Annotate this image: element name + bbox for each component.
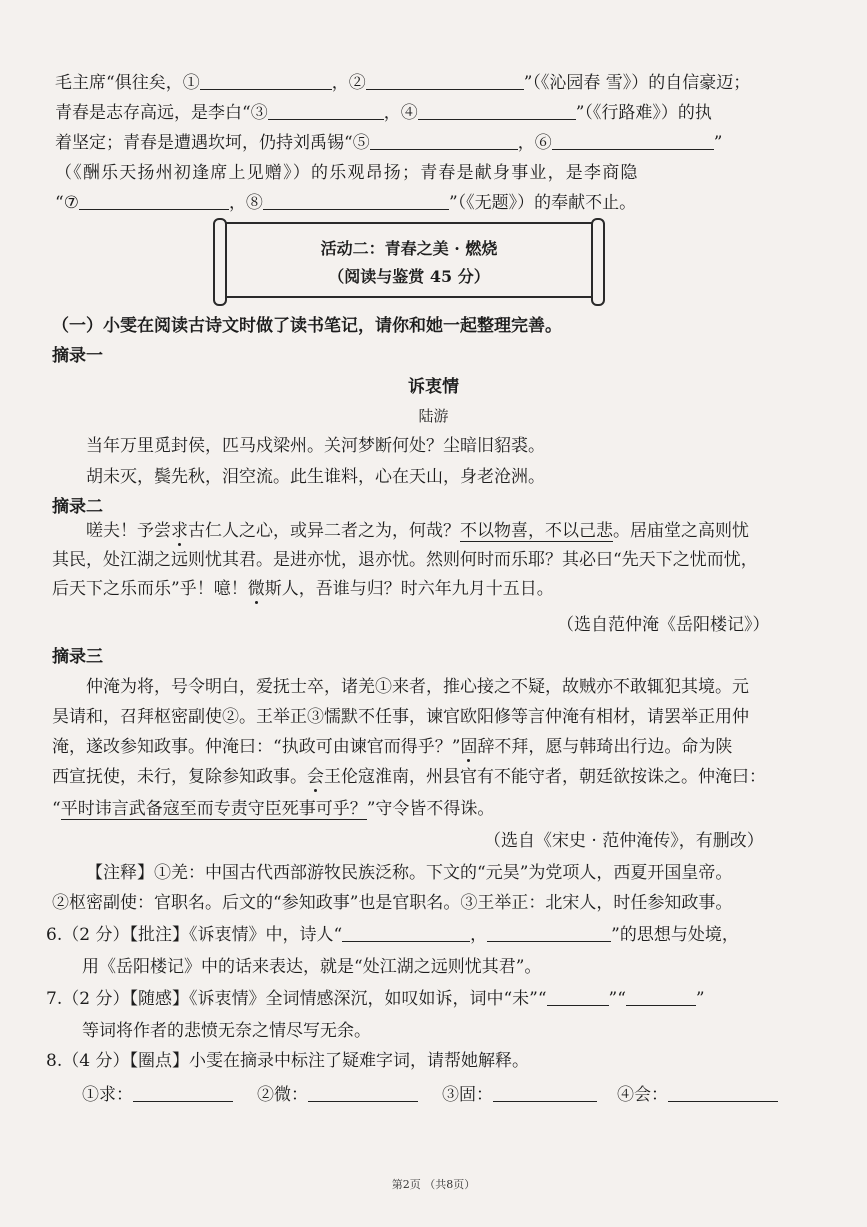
question-text: ” xyxy=(695,989,705,1009)
prose3-line-2: 昊请和，召拜枢密副使②。王举正③懦默不任事，谏官欧阳修等言仲淹有相材，请罢举正用仲 xyxy=(52,707,749,727)
question-8-answers xyxy=(82,1084,778,1106)
fill-line-1 xyxy=(55,72,750,94)
answer-blank-2[interactable] xyxy=(366,73,524,90)
q6-blank-2[interactable] xyxy=(487,925,611,942)
question-7 xyxy=(46,988,705,1010)
question-7-line-2: 等词将作者的悲愤无奈之情尽写无余。 xyxy=(82,1021,371,1041)
fill-text: ，⑧ xyxy=(228,193,263,213)
prose-text: 淹，遂改参知政事。仲淹曰：“执政可由谏官而得乎？” xyxy=(52,737,461,757)
answer-blank-7[interactable] xyxy=(79,193,229,210)
fill-line-2 xyxy=(55,102,712,124)
fill-text: ”（《沁园春 雪》）的自信豪迈； xyxy=(523,73,751,93)
fill-text: 毛主席“俱往矣，① xyxy=(55,73,200,93)
question-6 xyxy=(46,924,739,946)
answer-blank-3[interactable] xyxy=(268,103,384,120)
poem-title: 诉衷情 xyxy=(408,377,459,397)
prose-text: 。居庙堂之高则忧 xyxy=(613,521,749,541)
marked-word-wei: 微 xyxy=(247,579,265,599)
q8-blank-2[interactable] xyxy=(308,1085,418,1102)
underlined-phrase: 不以物喜，不以己悲 xyxy=(460,521,613,541)
prose3-line-5 xyxy=(52,798,494,820)
q8-label-4: ④会： xyxy=(617,1085,668,1105)
q8-blank-4[interactable] xyxy=(668,1085,778,1102)
answer-blank-4[interactable] xyxy=(418,103,576,120)
answer-blank-8[interactable] xyxy=(263,193,449,210)
fill-line-3 xyxy=(55,132,722,154)
fill-text: ，④ xyxy=(383,103,418,123)
excerpt2-label: 摘录二 xyxy=(52,497,103,517)
section-intro: （一）小雯在阅读古诗文时做了读书笔记，请你和她一起整理完善。 xyxy=(52,316,562,336)
fill-text: ”（《无题》）的奉献不止。 xyxy=(448,193,637,213)
prose3-line-4 xyxy=(52,766,766,788)
prose-text: 斯人，吾谁与归？时六年九月十五日。 xyxy=(264,579,554,599)
q8-label-3: ③固： xyxy=(442,1085,493,1105)
prose-text: 王伦寇淮南，州县官有不能守者，朝廷欲按诛之。仲淹曰： xyxy=(324,767,766,787)
prose-text: “ xyxy=(52,799,61,819)
question-text: ”“ xyxy=(608,989,626,1009)
answer-blank-6[interactable] xyxy=(552,133,714,150)
banner-subtitle: （阅读与鉴赏 45 分） xyxy=(328,267,490,286)
poem-author: 陆游 xyxy=(418,407,449,425)
prose2-line-3 xyxy=(52,578,554,600)
prose-text: 嗟夫！予尝 xyxy=(86,521,171,541)
question-text: ”的思想与处境， xyxy=(611,925,739,945)
marked-word-gu: 固 xyxy=(460,737,478,757)
poem-line-2: 胡未灭，鬓先秋，泪空流。此生谁料，心在天山，身老沧洲。 xyxy=(86,467,545,487)
page-footer: 第2页 （共8页） xyxy=(391,1178,476,1191)
excerpt3-source: （选自《宋史 · 范仲淹传》，有删改） xyxy=(484,831,764,851)
excerpt3-label: 摘录三 xyxy=(52,647,103,667)
prose2-line-2: 其民，处江湖之远则忧其君。是进亦忧，退亦忧。然则何时而乐耶？其必曰“先天下之忧而忧， xyxy=(52,550,758,570)
answer-blank-5[interactable] xyxy=(370,133,518,150)
question-text: 6.（2 分）【批注】《诉衷情》中，诗人“ xyxy=(46,925,343,945)
annotation-line-1: 【注释】①羌：中国古代西部游牧民族泛称。下文的“元昊”为党项人，西夏开国皇帝。 xyxy=(86,863,733,883)
fill-text: 青春是志存高远，是李白“③ xyxy=(55,103,268,123)
activity-banner xyxy=(217,222,601,298)
q7-blank-2[interactable] xyxy=(626,989,696,1006)
prose2-line-1 xyxy=(86,520,749,542)
prose3-line-1: 仲淹为将，号令明白，爱抚士卒，诸羌①来者，推心接之不疑，故贼亦不敢辄犯其境。元 xyxy=(86,677,749,697)
fill-text: ，② xyxy=(331,73,366,93)
q8-label-1: ①求： xyxy=(82,1085,133,1105)
fill-text: ”（《行路难》）的执 xyxy=(575,103,712,123)
prose3-line-3 xyxy=(52,736,732,758)
underlined-sentence: 平时讳言武备寇至而专责守臣死事可乎？ xyxy=(60,799,367,819)
fill-line-4: （《酬乐天扬州初逢席上见赠》）的乐观昂扬；青春是献身事业，是李商隐 xyxy=(55,163,639,183)
annotation-line-2: ②枢密副使：官职名。后文的“参知政事”也是官职名。③王举正：北宋人，时任参知政事。 xyxy=(52,893,733,913)
question-text: ， xyxy=(470,925,488,945)
fill-text: ，⑥ xyxy=(517,133,552,153)
fill-line-5 xyxy=(55,192,636,214)
question-text: 7.（2 分）【随感】《诉衷情》全词情感深沉，如叹如诉，词中“未”“ xyxy=(46,989,547,1009)
fill-text: ” xyxy=(713,133,723,153)
prose-text: 古仁人之心，或异二者之为，何哉？ xyxy=(188,521,460,541)
answer-blank-1[interactable] xyxy=(200,73,332,90)
q8-label-2: ②微： xyxy=(257,1085,308,1105)
marked-word-qiu: 求 xyxy=(171,521,188,541)
q6-blank-1[interactable] xyxy=(342,925,470,942)
prose-text: 辞不拜，愿与韩琦出行边。命为陕 xyxy=(477,737,733,757)
q7-blank-1[interactable] xyxy=(547,989,609,1006)
banner-title: 活动二：青春之美 · 燃烧 xyxy=(320,239,498,258)
poem-line-1: 当年万里觅封侯，匹马戍梁州。关河梦断何处？尘暗旧貂裘。 xyxy=(86,436,545,456)
marked-word-hui: 会 xyxy=(307,767,324,787)
prose-text: 西宣抚使，未行，复除参知政事。 xyxy=(52,767,307,787)
prose-text: ”守令皆不得诛。 xyxy=(366,799,495,819)
excerpt2-source: （选自范仲淹《岳阳楼记》） xyxy=(557,615,770,635)
fill-text: 着坚定；青春是遭遇坎坷，仍持刘禹锡“⑤ xyxy=(55,133,370,153)
fill-text: “⑦ xyxy=(55,193,79,213)
question-8: 8.（4 分）【圈点】小雯在摘录中标注了疑难字词，请帮她解释。 xyxy=(46,1051,529,1071)
question-6-line-2: 用《岳阳楼记》中的话来表达，就是“处江湖之远则忧其君”。 xyxy=(82,957,542,977)
q8-blank-1[interactable] xyxy=(133,1085,233,1102)
prose-text: 后天下之乐而乐”乎！噫！ xyxy=(52,579,248,599)
q8-blank-3[interactable] xyxy=(493,1085,597,1102)
excerpt1-label: 摘录一 xyxy=(52,346,103,366)
